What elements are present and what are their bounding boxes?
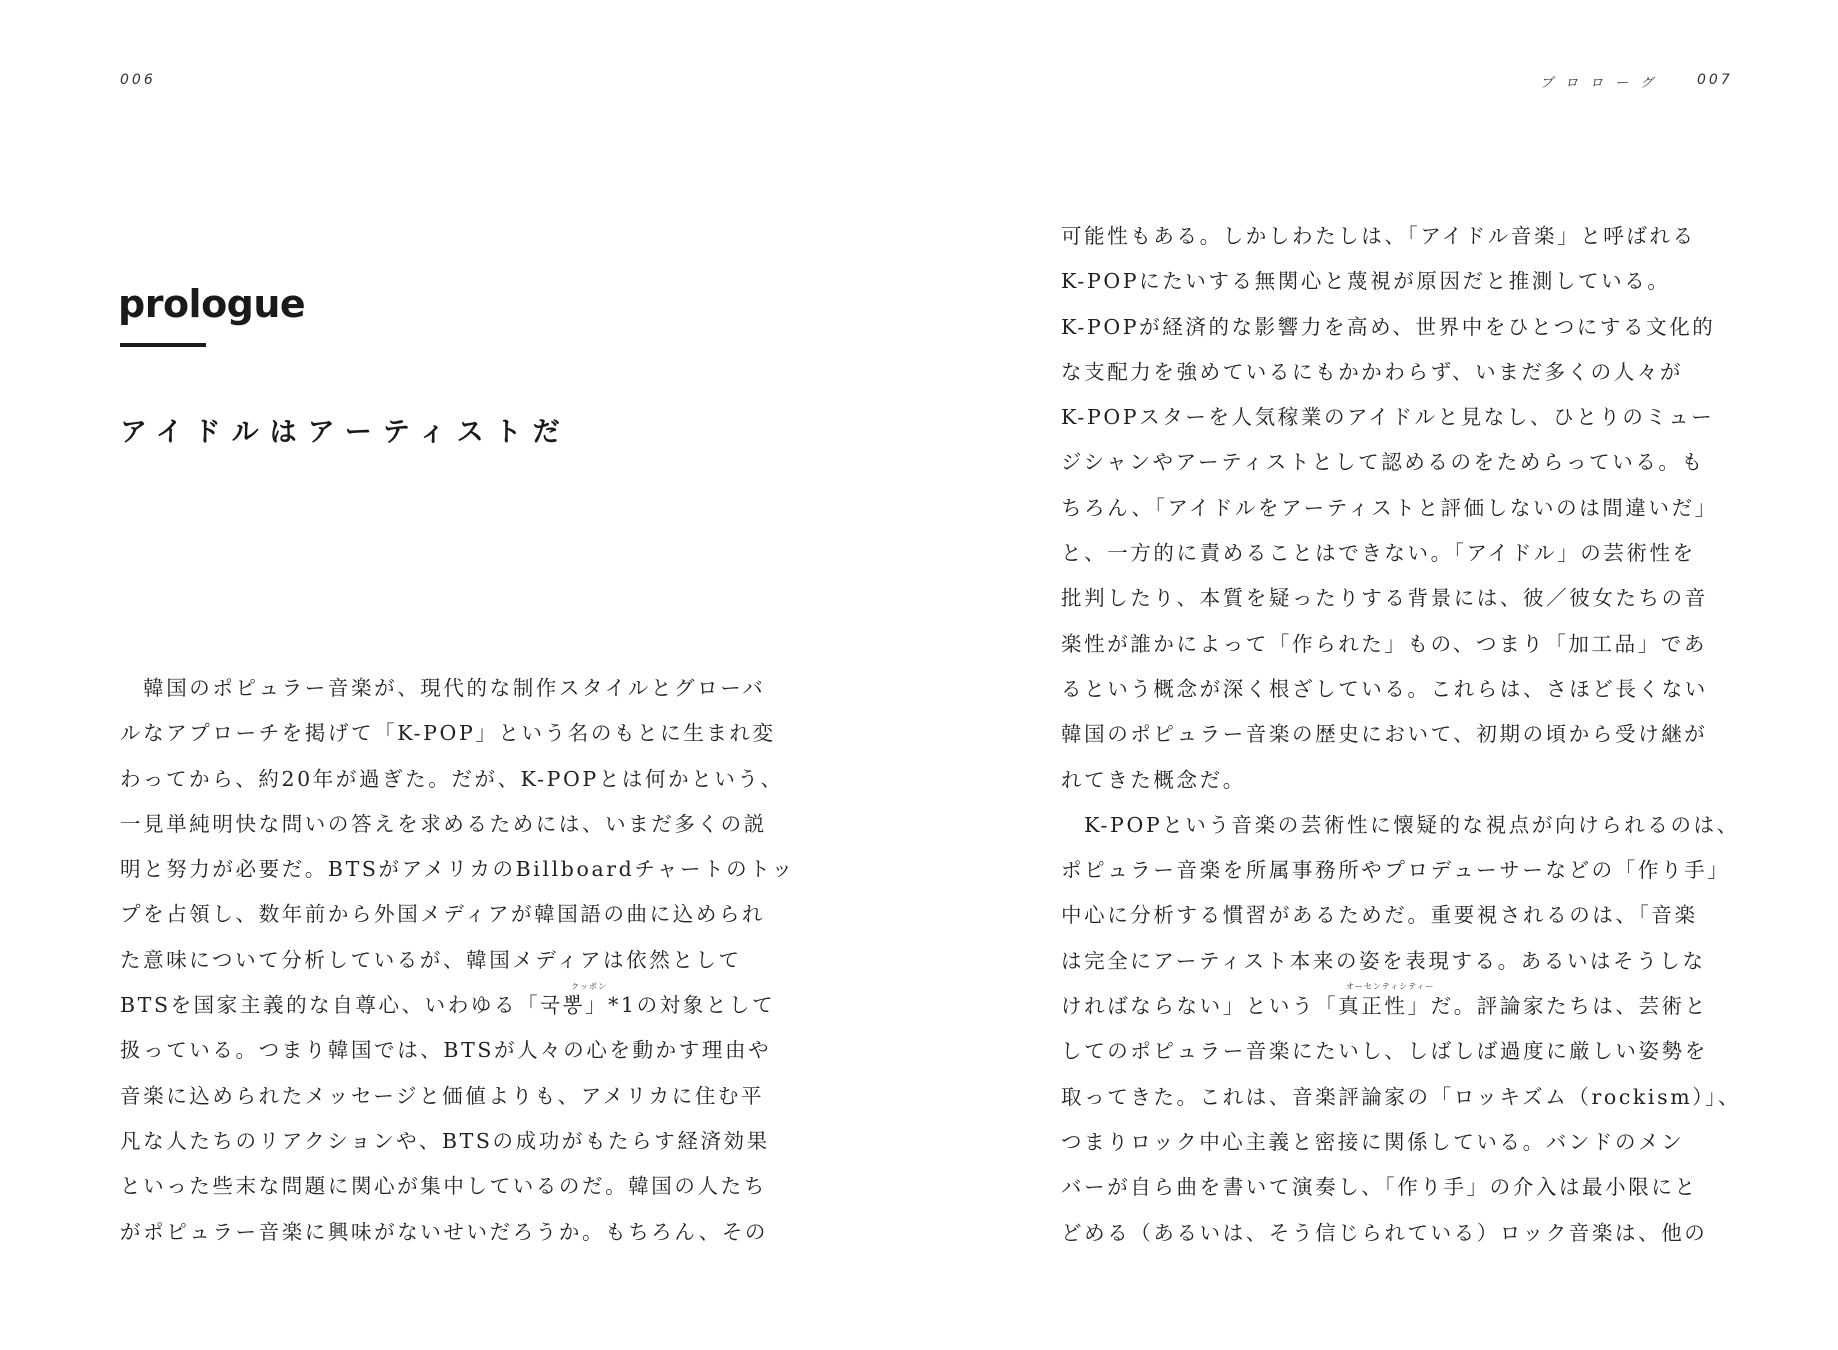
text-line: 明と努力が必要だ。BTSがアメリカのBillboardチャートのトッ (120, 857, 795, 882)
running-head: プロローグ (1540, 76, 1666, 91)
text-line: は完全にアーティスト本来の姿を表現する。あるいはそうしな (1061, 948, 1706, 973)
ruby-annotation: クッポン (571, 982, 607, 991)
text-line: 扱っている。つまり韓国では、BTSが人々の心を動かす理由や (120, 1038, 772, 1063)
text-line: ポピュラー音楽を所属事務所やプロデューサーなどの「作り手」 (1061, 858, 1731, 883)
text-line: れてきた概念だ。 (1061, 767, 1246, 792)
text-line: がポピュラー音楽に興味がないせいだろうか。もちろん、その (120, 1219, 769, 1244)
text-line: といった些末な問題に関心が集中しているのだ。韓国の人たち (120, 1174, 767, 1199)
ruby-annotation: オーセンティシティー (1346, 982, 1435, 991)
text-line: K-POPにたいする無関心と蔑視が原因だと推測している。 (1061, 269, 1671, 294)
text-line: バーが自ら曲を書いて演奏し、「作り手」の介入は最小限にと (1061, 1175, 1698, 1200)
text-line: してのポピュラー音楽にたいし、しばしば過度に厳しい姿勢を (1061, 1039, 1708, 1064)
text-line: た意味について分析しているが、韓国メディアは依然として (120, 947, 742, 972)
text-line: 音楽に込められたメッセージと価値よりも、アメリカに住む平 (120, 1083, 765, 1108)
section-label: prologue (118, 282, 306, 326)
text-line: 批判したり、本質を疑ったりする背景には、彼／彼女たちの音 (1061, 586, 1708, 611)
text-line: K-POPが経済的な影響力を高め、世界中をひとつにする文化的 (1061, 314, 1716, 339)
text-line: るという概念が深く根ざしている。これらは、さほど長くない (1061, 676, 1708, 701)
left-body-text (120, 666, 810, 1255)
text-line: 凡な人たちのリアクションや、BTSの成功がもたらす経済効果 (120, 1128, 770, 1153)
text-line: どめる（あるいは、そう信じられている）ロック音楽は、他の (1061, 1220, 1708, 1245)
text-line: ちろん、「アイドルをアーティストと評価しないのは間違いだ」 (1061, 495, 1718, 520)
text-line: 楽性が誰かによって「作られた」もの、つまり「加工品」であ (1061, 631, 1707, 656)
left-page-number: 006 (120, 72, 156, 88)
text-line: わってから、約20年が過ぎた。だが、K-POPとは何かという、 (120, 766, 784, 791)
text-line: 取ってきた。これは、音楽評論家の「ロッキズム（rockism）」、 (1061, 1084, 1742, 1109)
text-line: K-POPという音楽の芸術性に懐疑的な視点が向けられるのは、 (1061, 812, 1740, 837)
text-line: と、一方的に責めることはできない。「アイドル」の芸術性を (1061, 541, 1696, 566)
text-line: BTSを国家主義的な自尊心、いわゆる「국뽕」*1の対象として (120, 993, 776, 1018)
text-line: ければならない」という「真正性」だ。評論家たちは、芸術と (1061, 994, 1708, 1019)
text-line: ジシャンやアーティストとして認めるのをためらっている。も (1061, 450, 1705, 475)
text-line: つまりロック中心主義と密接に関係している。バンドのメン (1061, 1129, 1685, 1154)
right-page-number: 007 (1697, 72, 1733, 88)
right-body-text (1061, 214, 1751, 1256)
text-line: プを占領し、数年前から外国メディアが韓国語の曲に込められ (120, 902, 766, 927)
chapter-title: アイドルはアーティストだ (120, 417, 571, 448)
section-underline (120, 343, 206, 347)
text-line: な支配力を強めているにもかかわらず、いまだ多くの人々が (1061, 359, 1684, 384)
text-line: 一見単純明快な問いの答えを求めるためには、いまだ多くの説 (120, 811, 767, 836)
text-line: ルなアプローチを掲げて「K-POP」という名のもとに生まれ変 (120, 721, 776, 746)
text-line: 韓国のポピュラー音楽が、現代的な制作スタイルとグローバ (120, 676, 766, 700)
text-line: 韓国のポピュラー音楽の歴史において、初期の頃から受け継が (1061, 722, 1708, 747)
text-line: 中心に分析する慣習があるためだ。重要視されるのは、「音楽 (1061, 903, 1698, 928)
text-line: 可能性もある。しかしわたしは、「アイドル音楽」と呼ばれる (1061, 224, 1696, 248)
text-line: K-POPスターを人気稼業のアイドルと見なし、ひとりのミュー (1061, 405, 1715, 430)
